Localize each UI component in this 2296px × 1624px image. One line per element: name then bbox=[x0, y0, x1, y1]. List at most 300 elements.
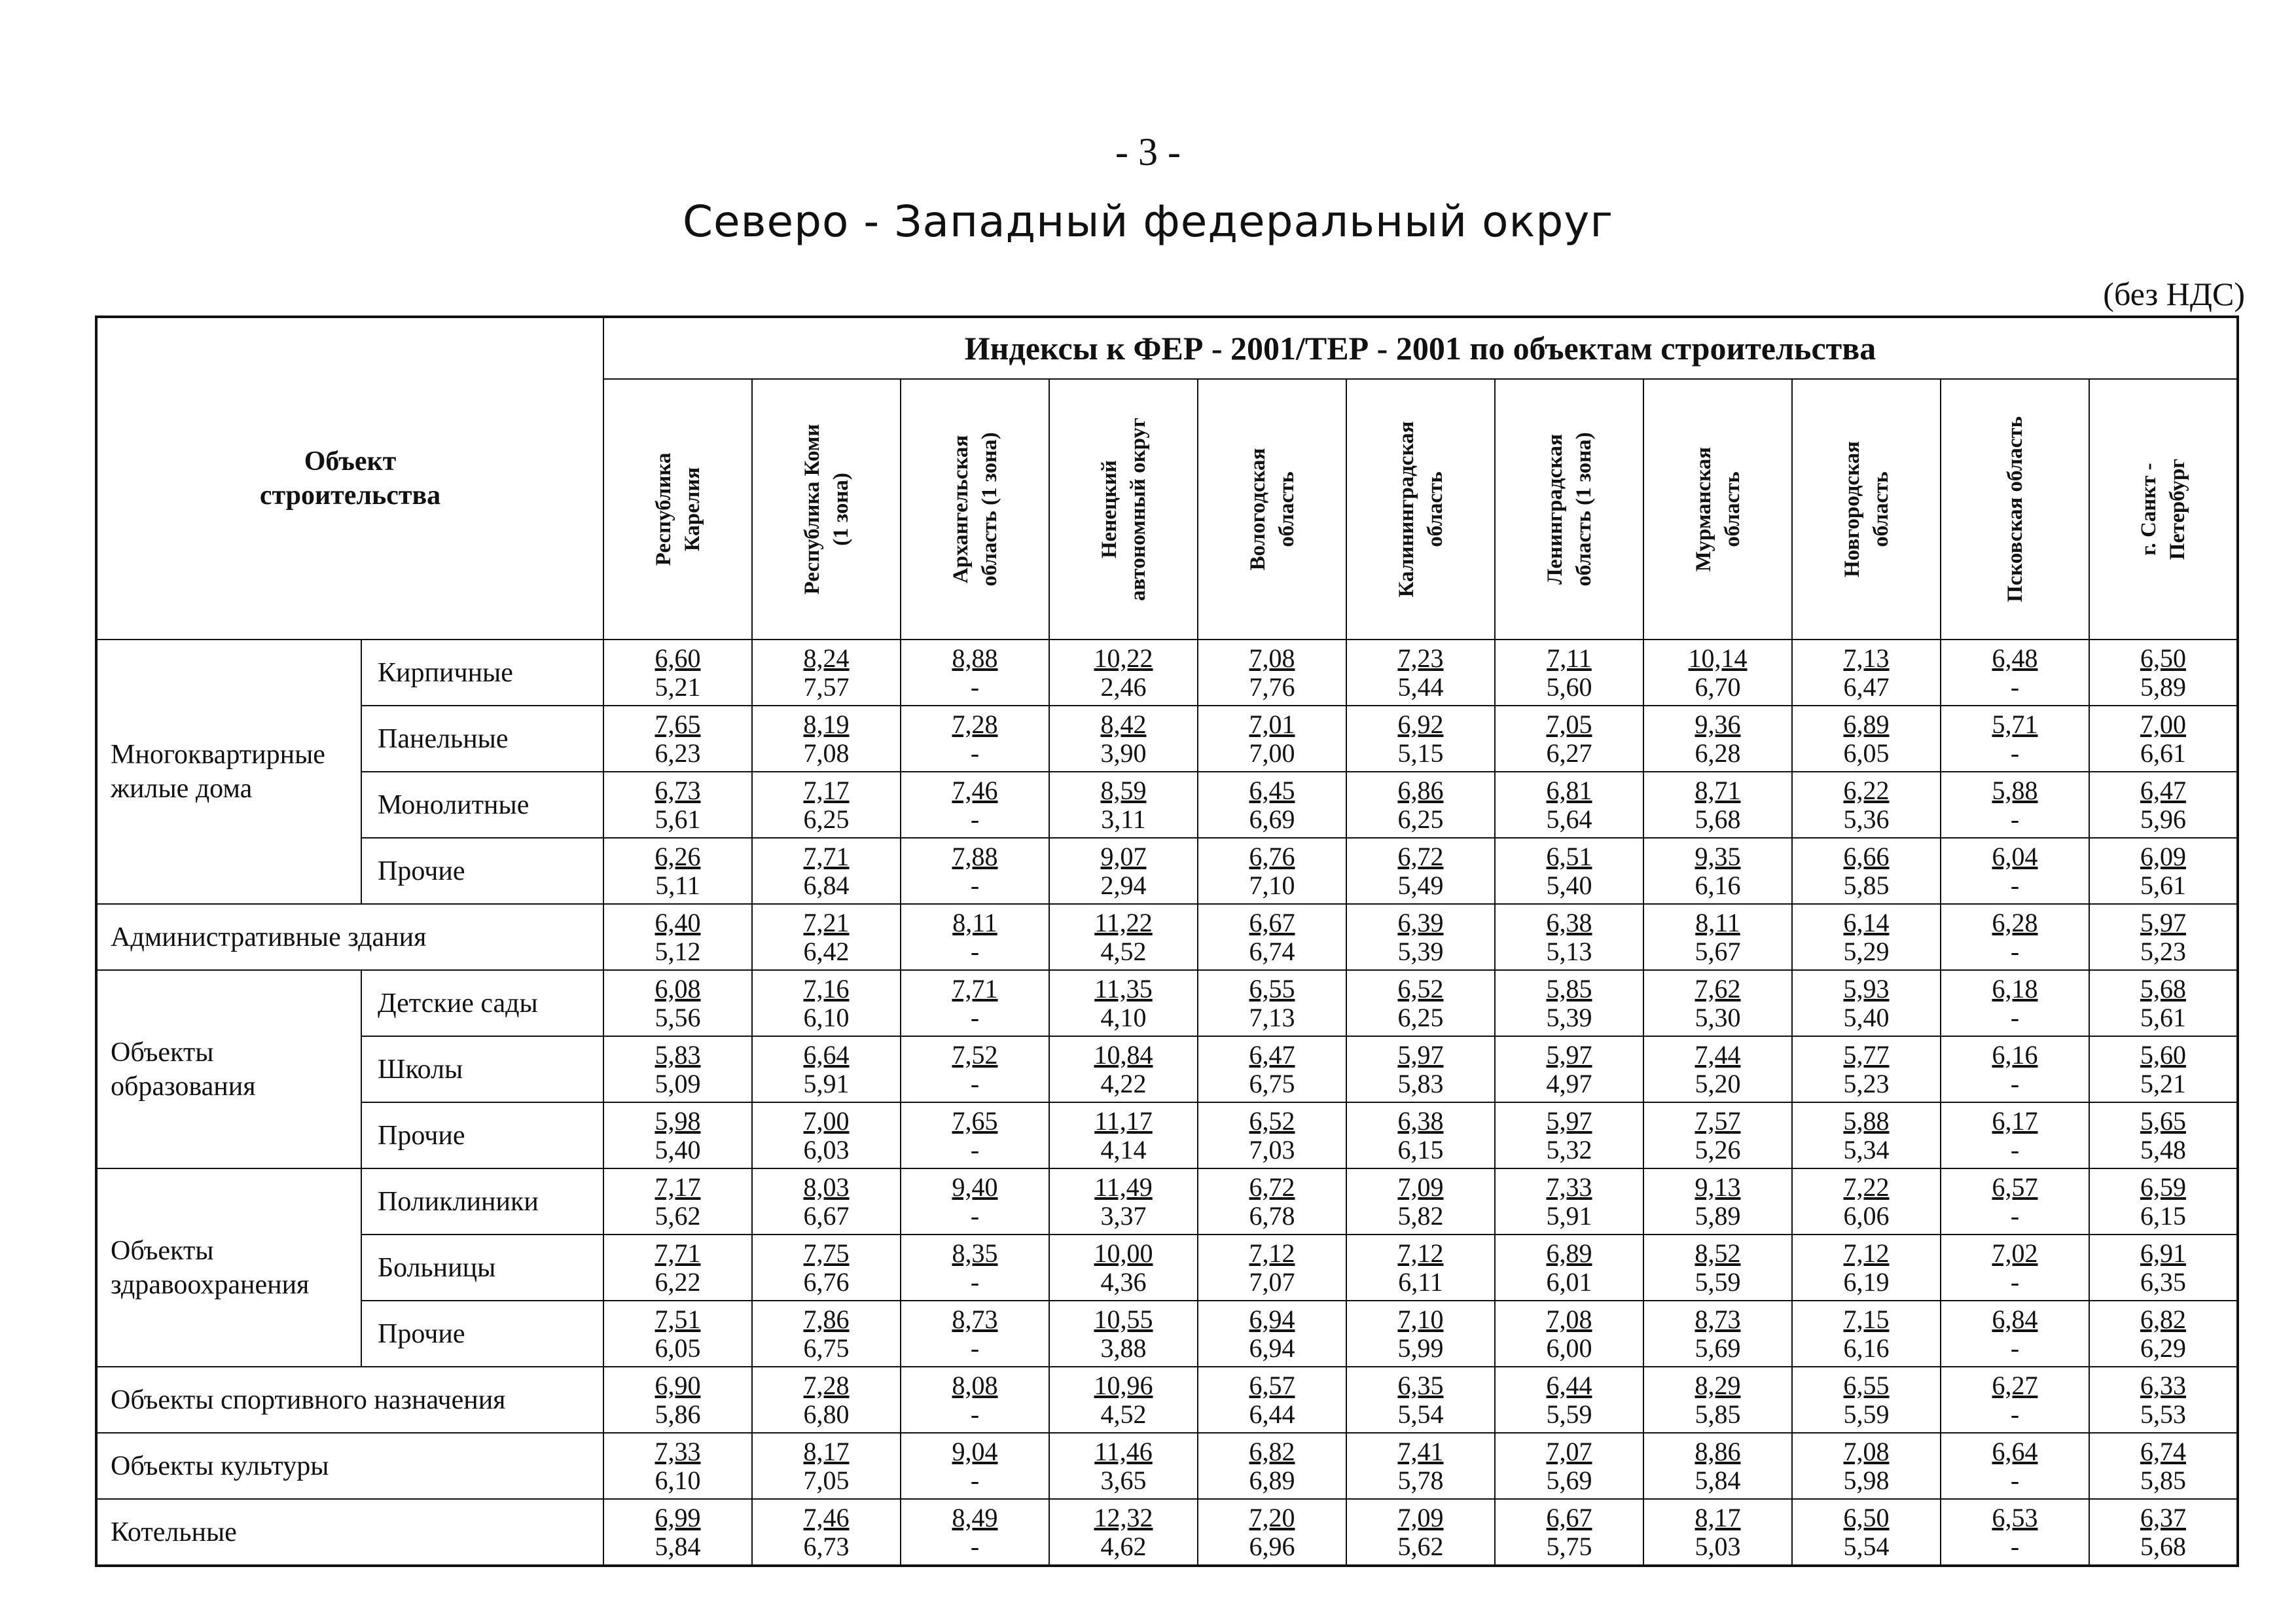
fer-index: 6,55 bbox=[1249, 973, 1295, 1003]
fer-index: 7,22 bbox=[1843, 1172, 1890, 1202]
ter-index: - bbox=[970, 1002, 980, 1032]
ter-index: 5,91 bbox=[803, 1068, 850, 1098]
ter-index: - bbox=[970, 1531, 980, 1561]
region-name-line: область bbox=[1720, 471, 1744, 547]
fer-index: 11,17 bbox=[1094, 1106, 1153, 1136]
fer-index: 7,02 bbox=[1992, 1238, 2038, 1268]
index-cell bbox=[1792, 1367, 1941, 1433]
ter-index: 6,80 bbox=[803, 1399, 850, 1429]
index-cell bbox=[901, 904, 1049, 970]
index-cell bbox=[1198, 838, 1346, 904]
fer-index: 6,51 bbox=[1546, 841, 1592, 871]
ter-index: 5,85 bbox=[1695, 1399, 1741, 1429]
index-cell bbox=[1792, 904, 1941, 970]
ter-index: - bbox=[2010, 1267, 2020, 1297]
ter-index: - bbox=[2010, 1200, 2020, 1231]
index-cell bbox=[1049, 640, 1198, 706]
index-cell bbox=[1049, 1235, 1198, 1301]
index-cell bbox=[1643, 1499, 1792, 1566]
fer-index: 6,92 bbox=[1397, 709, 1444, 739]
ter-index: 5,48 bbox=[2140, 1134, 2187, 1164]
table-row bbox=[96, 1433, 2238, 1499]
index-cell bbox=[1198, 706, 1346, 772]
region-header bbox=[1198, 379, 1346, 640]
subtype-label: Детские сады bbox=[361, 970, 603, 1036]
fer-index: 7,00 bbox=[2140, 709, 2187, 739]
ter-index: 5,64 bbox=[1546, 804, 1592, 834]
table-row bbox=[96, 838, 2238, 904]
index-cell bbox=[1643, 640, 1792, 706]
index-cell bbox=[752, 1499, 901, 1566]
ter-index: 5,54 bbox=[1397, 1399, 1444, 1429]
ter-index: 6,00 bbox=[1546, 1333, 1592, 1363]
fer-index: 6,26 bbox=[655, 841, 701, 871]
index-cell bbox=[1643, 1102, 1792, 1168]
index-cell bbox=[603, 838, 752, 904]
index-cell bbox=[1941, 1433, 2089, 1499]
fer-index: 7,17 bbox=[803, 775, 850, 805]
index-cell bbox=[752, 772, 901, 838]
fer-index: 7,28 bbox=[952, 709, 998, 739]
fer-index: 5,68 bbox=[2140, 973, 2187, 1003]
index-cell bbox=[1198, 1367, 1346, 1433]
fer-index: 6,52 bbox=[1249, 1106, 1295, 1136]
fer-index: 5,88 bbox=[1843, 1106, 1890, 1136]
index-cell bbox=[603, 1301, 752, 1367]
ter-index: 5,29 bbox=[1843, 936, 1890, 966]
ter-index: 2,46 bbox=[1100, 672, 1147, 702]
ter-index: 6,69 bbox=[1249, 804, 1295, 834]
ter-index: - bbox=[970, 1465, 980, 1495]
index-cell bbox=[1792, 772, 1941, 838]
ter-index: 3,90 bbox=[1100, 738, 1147, 768]
index-cell bbox=[1792, 706, 1941, 772]
vat-note: (без НДС) bbox=[2103, 276, 2245, 312]
subtype-label: Прочие bbox=[361, 1301, 603, 1367]
index-cell bbox=[901, 1102, 1049, 1168]
ter-index: 6,23 bbox=[655, 738, 701, 768]
ter-index: 5,39 bbox=[1546, 1002, 1592, 1032]
indices-header: Индексы к ФЕР - 2001/ТЕР - 2001 по объектам строительства bbox=[603, 317, 2238, 379]
index-cell bbox=[1643, 970, 1792, 1036]
ter-index: 5,96 bbox=[2140, 804, 2187, 834]
ter-index: 7,05 bbox=[803, 1465, 850, 1495]
index-cell bbox=[1049, 904, 1198, 970]
fer-index: 7,08 bbox=[1249, 643, 1295, 673]
index-cell bbox=[1049, 970, 1198, 1036]
ter-index: 5,44 bbox=[1397, 672, 1444, 702]
index-cell bbox=[1049, 1433, 1198, 1499]
index-cell bbox=[1792, 640, 1941, 706]
fer-index: 7,33 bbox=[655, 1436, 701, 1466]
fer-index: 8,42 bbox=[1100, 709, 1147, 739]
ter-index: 6,47 bbox=[1843, 672, 1890, 702]
ter-index: - bbox=[970, 1200, 980, 1231]
index-cell bbox=[1643, 1235, 1792, 1301]
index-cell bbox=[603, 706, 752, 772]
group-label-line: образования bbox=[111, 1071, 256, 1102]
group-label-line: здравоохранения bbox=[111, 1269, 310, 1300]
index-cell bbox=[1495, 1499, 1643, 1566]
ter-index: 5,69 bbox=[1695, 1333, 1741, 1363]
index-cell bbox=[901, 1168, 1049, 1235]
ter-index: 7,57 bbox=[803, 672, 850, 702]
fer-index: 6,04 bbox=[1992, 841, 2038, 871]
ter-index: 5,83 bbox=[1397, 1068, 1444, 1098]
fer-index: 8,35 bbox=[952, 1238, 998, 1268]
fer-index: 10,22 bbox=[1094, 643, 1153, 673]
index-cell bbox=[1941, 640, 2089, 706]
fer-index: 7,12 bbox=[1397, 1238, 1444, 1268]
ter-index: - bbox=[2010, 804, 2020, 834]
region-header bbox=[1792, 379, 1941, 640]
table-header bbox=[96, 317, 2238, 640]
index-cell bbox=[1198, 772, 1346, 838]
region-name-line: область bbox=[1423, 471, 1447, 547]
index-cell bbox=[1346, 1102, 1495, 1168]
index-cell bbox=[1198, 1102, 1346, 1168]
ter-index: 6,01 bbox=[1546, 1267, 1592, 1297]
table-row bbox=[96, 1102, 2238, 1168]
fer-index: 7,46 bbox=[952, 775, 998, 805]
table-row bbox=[96, 1499, 2238, 1566]
fer-index: 6,59 bbox=[2140, 1172, 2187, 1202]
ter-index: 5,23 bbox=[2140, 936, 2187, 966]
fer-index: 7,10 bbox=[1397, 1304, 1444, 1334]
fer-index: 5,97 bbox=[1546, 1106, 1592, 1136]
fer-index: 9,36 bbox=[1695, 709, 1741, 739]
index-cell bbox=[603, 970, 752, 1036]
fer-index: 6,91 bbox=[2140, 1238, 2187, 1268]
row-label: Административные здания bbox=[96, 904, 603, 970]
fer-index: 6,82 bbox=[1249, 1436, 1295, 1466]
ter-index: - bbox=[2010, 870, 2020, 900]
ter-index: 5,26 bbox=[1695, 1134, 1741, 1164]
ter-index: - bbox=[2010, 1465, 2020, 1495]
index-cell bbox=[901, 1367, 1049, 1433]
index-cell bbox=[1198, 904, 1346, 970]
index-cell bbox=[2089, 1301, 2238, 1367]
fer-index: 8,19 bbox=[803, 709, 850, 739]
index-cell bbox=[1049, 1301, 1198, 1367]
index-cell bbox=[1495, 1367, 1643, 1433]
fer-index: 7,08 bbox=[1843, 1436, 1890, 1466]
ter-index: 5,91 bbox=[1546, 1200, 1592, 1231]
index-cell bbox=[1643, 838, 1792, 904]
region-name-line: Калининградская bbox=[1394, 421, 1418, 598]
fer-index: 6,40 bbox=[655, 907, 701, 937]
ter-index: 5,36 bbox=[1843, 804, 1890, 834]
fer-index: 6,18 bbox=[1992, 973, 2038, 1003]
fer-index: 11,49 bbox=[1094, 1172, 1153, 1202]
fer-index: 5,88 bbox=[1992, 775, 2038, 805]
index-cell bbox=[752, 1168, 901, 1235]
fer-index: 9,04 bbox=[952, 1436, 998, 1466]
ter-index: 4,36 bbox=[1100, 1267, 1147, 1297]
table-row bbox=[96, 640, 2238, 706]
row-label: Котельные bbox=[96, 1499, 603, 1566]
ter-index: 6,27 bbox=[1546, 738, 1592, 768]
fer-index: 7,52 bbox=[952, 1039, 998, 1070]
fer-index: 5,98 bbox=[655, 1106, 701, 1136]
ter-index: 5,86 bbox=[655, 1399, 701, 1429]
fer-index: 6,84 bbox=[1992, 1304, 2038, 1334]
ter-index: - bbox=[970, 804, 980, 834]
fer-index: 7,09 bbox=[1397, 1172, 1444, 1202]
fer-index: 7,41 bbox=[1397, 1436, 1444, 1466]
index-cell bbox=[1049, 1102, 1198, 1168]
index-cell bbox=[752, 904, 901, 970]
ter-index: - bbox=[2010, 1531, 2020, 1561]
region-name bbox=[1244, 382, 1301, 637]
fer-index: 8,03 bbox=[803, 1172, 850, 1202]
ter-index: 5,84 bbox=[1695, 1465, 1741, 1495]
index-cell bbox=[1941, 1301, 2089, 1367]
ter-index: 6,73 bbox=[803, 1531, 850, 1561]
ter-index: 4,97 bbox=[1546, 1068, 1592, 1098]
fer-index: 8,73 bbox=[1695, 1304, 1741, 1334]
region-name bbox=[946, 382, 1004, 637]
region-header bbox=[752, 379, 901, 640]
fer-index: 6,90 bbox=[655, 1370, 701, 1400]
fer-index: 6,74 bbox=[2140, 1436, 2187, 1466]
index-cell bbox=[901, 1433, 1049, 1499]
index-cell bbox=[1495, 640, 1643, 706]
index-cell bbox=[603, 1367, 752, 1433]
region-name-line: Псковская область bbox=[2003, 416, 2027, 603]
fer-index: 6,27 bbox=[1992, 1370, 2038, 1400]
fer-index: 7,28 bbox=[803, 1370, 850, 1400]
group-label bbox=[96, 970, 361, 1168]
index-cell bbox=[1049, 772, 1198, 838]
region-name bbox=[798, 382, 855, 637]
ter-index: 6,29 bbox=[2140, 1333, 2187, 1363]
fer-index: 7,12 bbox=[1249, 1238, 1295, 1268]
fer-index: 7,07 bbox=[1546, 1436, 1592, 1466]
index-cell bbox=[901, 838, 1049, 904]
group-label bbox=[96, 640, 361, 904]
ter-index: 5,34 bbox=[1843, 1134, 1890, 1164]
ter-index: - bbox=[2010, 738, 2020, 768]
index-cell bbox=[1346, 706, 1495, 772]
fer-index: 6,38 bbox=[1397, 1106, 1444, 1136]
index-cell bbox=[2089, 970, 2238, 1036]
region-header bbox=[901, 379, 1049, 640]
index-cell bbox=[752, 706, 901, 772]
fer-index: 5,85 bbox=[1546, 973, 1592, 1003]
fer-index: 6,72 bbox=[1397, 841, 1444, 871]
region-name bbox=[1838, 382, 1895, 637]
table-row bbox=[96, 1367, 2238, 1433]
fer-index: 6,81 bbox=[1546, 775, 1592, 805]
fer-index: 6,82 bbox=[2140, 1304, 2187, 1334]
ter-index: 5,40 bbox=[655, 1134, 701, 1164]
fer-index: 7,75 bbox=[803, 1238, 850, 1268]
fer-index: 8,88 bbox=[952, 643, 998, 673]
fer-index: 7,65 bbox=[655, 709, 701, 739]
index-cell bbox=[752, 1235, 901, 1301]
ter-index: - bbox=[970, 936, 980, 966]
ter-index: 6,78 bbox=[1249, 1200, 1295, 1231]
fer-index: 5,83 bbox=[655, 1039, 701, 1070]
ter-index: - bbox=[2010, 1002, 2020, 1032]
ter-index: 5,61 bbox=[655, 804, 701, 834]
index-cell bbox=[1792, 1433, 1941, 1499]
fer-index: 7,51 bbox=[655, 1304, 701, 1334]
fer-index: 7,88 bbox=[952, 841, 998, 871]
index-cell bbox=[1198, 640, 1346, 706]
ter-index: 7,08 bbox=[803, 738, 850, 768]
row-label: Объекты спортивного назначения bbox=[96, 1367, 603, 1433]
subtype-label: Поликлиники bbox=[361, 1168, 603, 1235]
index-cell bbox=[1643, 1036, 1792, 1102]
region-name-line: область bbox=[1869, 471, 1893, 547]
fer-index: 6,99 bbox=[655, 1502, 701, 1532]
index-cell bbox=[1792, 1168, 1941, 1235]
index-cell bbox=[2089, 1235, 2238, 1301]
fer-index: 8,49 bbox=[952, 1502, 998, 1532]
region-name-line: Архангельская bbox=[948, 435, 973, 584]
ter-index: 6,05 bbox=[655, 1333, 701, 1363]
region-name-line: г. Санкт - bbox=[2137, 463, 2161, 556]
ter-index: 7,13 bbox=[1249, 1002, 1295, 1032]
index-cell bbox=[1495, 706, 1643, 772]
ter-index: 3,88 bbox=[1100, 1333, 1147, 1363]
index-cell bbox=[2089, 904, 2238, 970]
fer-index: 8,73 bbox=[952, 1304, 998, 1334]
index-cell bbox=[1198, 1433, 1346, 1499]
fer-index: 7,05 bbox=[1546, 709, 1592, 739]
table-row bbox=[96, 1168, 2238, 1235]
fer-index: 6,28 bbox=[1992, 907, 2038, 937]
group-label-line: Объекты bbox=[111, 1235, 214, 1266]
ter-index: 5,39 bbox=[1397, 936, 1444, 966]
ter-index: 6,28 bbox=[1695, 738, 1741, 768]
index-cell bbox=[1346, 1433, 1495, 1499]
fer-index: 7,13 bbox=[1843, 643, 1890, 673]
ter-index: 6,74 bbox=[1249, 936, 1295, 966]
ter-index: 7,76 bbox=[1249, 672, 1295, 702]
page-number: - 3 - bbox=[1115, 130, 1181, 173]
object-header-line: Объект bbox=[304, 446, 397, 477]
index-cell bbox=[1049, 706, 1198, 772]
region-header bbox=[1643, 379, 1792, 640]
ter-index: 5,09 bbox=[655, 1068, 701, 1098]
fer-index: 6,48 bbox=[1992, 643, 2038, 673]
fer-index: 6,37 bbox=[2140, 1502, 2187, 1532]
ter-index: 5,23 bbox=[1843, 1068, 1890, 1098]
ter-index: 2,94 bbox=[1100, 870, 1147, 900]
subtype-label: Прочие bbox=[361, 838, 603, 904]
fer-index: 6,60 bbox=[655, 643, 701, 673]
index-cell bbox=[2089, 1102, 2238, 1168]
index-cell bbox=[1495, 1301, 1643, 1367]
fer-index: 5,71 bbox=[1992, 709, 2038, 739]
index-cell bbox=[1643, 1168, 1792, 1235]
index-cell bbox=[1049, 1168, 1198, 1235]
fer-index: 7,71 bbox=[655, 1238, 701, 1268]
fer-index: 6,55 bbox=[1843, 1370, 1890, 1400]
index-cell bbox=[1792, 1499, 1941, 1566]
ter-index: 5,75 bbox=[1546, 1531, 1592, 1561]
index-cell bbox=[1941, 1102, 2089, 1168]
index-cell bbox=[1495, 970, 1643, 1036]
index-cell bbox=[1495, 1235, 1643, 1301]
region-name bbox=[649, 382, 707, 637]
fer-index: 7,71 bbox=[952, 973, 998, 1003]
fer-index: 7,20 bbox=[1249, 1502, 1295, 1532]
subtype-label: Больницы bbox=[361, 1235, 603, 1301]
fer-index: 8,24 bbox=[803, 643, 850, 673]
index-cell bbox=[1941, 1367, 2089, 1433]
index-cell bbox=[901, 970, 1049, 1036]
ter-index: 5,11 bbox=[655, 870, 700, 900]
fer-index: 7,86 bbox=[803, 1304, 850, 1334]
index-cell bbox=[1346, 1036, 1495, 1102]
index-cell bbox=[1198, 1168, 1346, 1235]
index-cell bbox=[1198, 1036, 1346, 1102]
region-name-line: область (1 зона) bbox=[1571, 432, 1596, 586]
table-row bbox=[96, 970, 2238, 1036]
ter-index: 5,67 bbox=[1695, 936, 1741, 966]
fer-index: 7,44 bbox=[1695, 1039, 1741, 1070]
group-label-line: жилые дома bbox=[111, 774, 253, 804]
index-cell bbox=[1049, 1036, 1198, 1102]
index-cell bbox=[1941, 904, 2089, 970]
ter-index: 6,15 bbox=[2140, 1200, 2187, 1231]
index-cell bbox=[901, 1235, 1049, 1301]
ter-index: 6,75 bbox=[1249, 1068, 1295, 1098]
index-cell bbox=[1941, 838, 2089, 904]
fer-index: 6,89 bbox=[1843, 709, 1890, 739]
subtype-label: Монолитные bbox=[361, 772, 603, 838]
fer-index: 5,97 bbox=[1546, 1039, 1592, 1070]
ter-index: 6,19 bbox=[1843, 1267, 1890, 1297]
region-name bbox=[2134, 382, 2192, 637]
ter-index: 5,85 bbox=[2140, 1465, 2187, 1495]
fer-index: 10,00 bbox=[1094, 1238, 1153, 1268]
index-cell bbox=[752, 838, 901, 904]
index-cell bbox=[1346, 1301, 1495, 1367]
ter-index: 5,21 bbox=[2140, 1068, 2187, 1098]
subtype-label: Панельные bbox=[361, 706, 603, 772]
fer-index: 6,14 bbox=[1843, 907, 1890, 937]
fer-index: 6,45 bbox=[1249, 775, 1295, 805]
index-cell bbox=[752, 1367, 901, 1433]
ter-index: 4,62 bbox=[1100, 1531, 1147, 1561]
fer-index: 6,52 bbox=[1397, 973, 1444, 1003]
fer-index: 6,66 bbox=[1843, 841, 1890, 871]
ter-index: 5,32 bbox=[1546, 1134, 1592, 1164]
region-name-line: автономный округ bbox=[1126, 417, 1150, 602]
ter-index: 6,25 bbox=[1397, 804, 1444, 834]
ter-index: 5,68 bbox=[2140, 1531, 2187, 1561]
ter-index: 6,10 bbox=[655, 1465, 701, 1495]
region-name-line: Новгородская bbox=[1840, 441, 1864, 577]
index-cell bbox=[1495, 904, 1643, 970]
table-row bbox=[96, 772, 2238, 838]
ter-index: 6,16 bbox=[1695, 870, 1741, 900]
index-cell bbox=[1792, 1102, 1941, 1168]
ter-index: 6,25 bbox=[1397, 1002, 1444, 1032]
ter-index: 5,89 bbox=[2140, 672, 2187, 702]
row-label: Объекты культуры bbox=[96, 1433, 603, 1499]
fer-index: 6,16 bbox=[1992, 1039, 2038, 1070]
index-cell bbox=[1941, 1036, 2089, 1102]
index-cell bbox=[2089, 838, 2238, 904]
ter-index: 5,62 bbox=[655, 1200, 701, 1231]
fer-index: 6,64 bbox=[803, 1039, 850, 1070]
